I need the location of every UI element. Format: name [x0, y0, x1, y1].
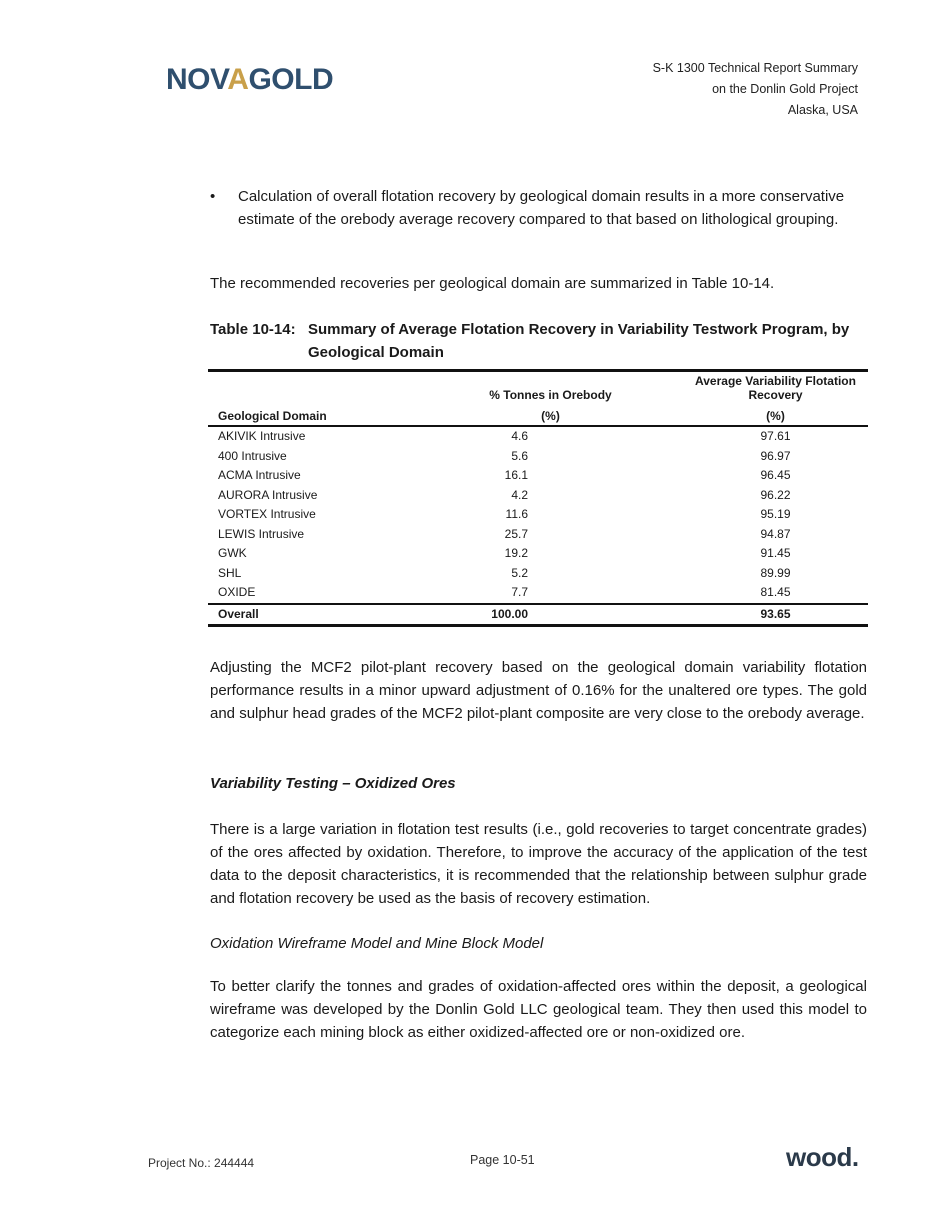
- col-header-recovery-2: (%): [683, 404, 868, 426]
- cell-domain: LEWIS Intrusive: [218, 526, 305, 541]
- table-row: [208, 486, 868, 506]
- col-header-tonnes-2: (%): [418, 404, 683, 426]
- footer-project-number: Project No.: 244444: [148, 1156, 255, 1170]
- cell-tonnes: 19.2: [504, 546, 528, 560]
- table-body: [208, 426, 868, 626]
- table-total-row: [208, 604, 868, 626]
- col-header-domain: Geological Domain: [208, 404, 418, 426]
- cell-tonnes: 4.2: [511, 487, 528, 502]
- cell-recovery: 81.45: [760, 585, 791, 599]
- paragraph-1: Adjusting the MCF2 pilot-plant recovery based on the geological domain variability flotation performance results in a minor upward adjustment of 0.16% for the unaltered ore types. The gold and sulphur head grades of the MCF2 pilot-plant composite are very close to the orebody average.: [210, 659, 867, 722]
- footer-page-number: Page 10-51: [470, 1153, 535, 1167]
- cell-domain: GWK: [218, 546, 247, 560]
- cell-recovery: 96.97: [760, 448, 791, 463]
- table-row: [208, 447, 868, 467]
- cell-domain: ACMA Intrusive: [218, 468, 301, 482]
- table-caption-title: Summary of Average Flotation Recovery in Variability Testwork Program, by Geological Domain: [308, 321, 850, 361]
- table-caption-number: Table 10-14:: [210, 321, 296, 338]
- table-caption: [210, 318, 867, 364]
- header-line-2: on the Donlin Gold Project: [712, 82, 858, 96]
- cell-recovery: 95.19: [760, 507, 791, 521]
- cell-domain: AKIVIK Intrusive: [218, 429, 306, 443]
- col-header-recovery-1: Average Variability Flotation Recovery: [683, 371, 868, 405]
- cell-tonnes: 25.7: [504, 526, 528, 541]
- paragraph-3: To better clarify the tonnes and grades of oxidation-affected ores within the deposit, a geological wireframe was developed by the Donlin Gold LLC geological team. They then used this model to categorize each mining block as either oxidized-affected ore or non-oxidized ore.: [210, 978, 867, 1041]
- bullet-text: Calculation of overall flotation recovery by geological domain results in a more conservative estimate of the orebody average recovery compared to that based on lithological grouping.: [238, 188, 845, 228]
- report-header: [653, 58, 858, 121]
- cell-tonnes: 11.6: [505, 507, 528, 521]
- cell-tonnes: 5.6: [511, 448, 528, 463]
- cell-tonnes: 100.00: [418, 604, 683, 626]
- cell-tonnes: 16.1: [504, 468, 528, 482]
- cell-recovery: 93.65: [683, 604, 868, 626]
- section-heading-oxidized: Variability Testing – Oxidized Ores: [210, 775, 456, 792]
- recovery-table: [208, 369, 868, 627]
- cell-domain: Overall: [208, 604, 418, 626]
- cell-recovery: 96.22: [760, 487, 791, 502]
- cell-recovery: 94.87: [760, 526, 791, 541]
- cell-recovery: 97.61: [760, 429, 791, 443]
- paragraph-2: There is a large variation in flotation test results (i.e., gold recoveries to target concentrate grades) of the ores affected by oxidation. Therefore, to improve the accuracy of the application of the test data to the deposit characteristics, it is recommended that the relationship between sulphur grade and flotation recovery be used as the basis of recovery estimation.: [210, 821, 867, 907]
- table-row: [208, 525, 868, 545]
- table-row: [208, 564, 868, 584]
- cell-domain: 400 Intrusive: [218, 448, 287, 463]
- bullet-icon: •: [210, 188, 216, 205]
- table-row: [208, 544, 868, 564]
- cell-domain: SHL: [218, 565, 242, 580]
- col-header-tonnes-1: % Tonnes in Orebody: [418, 371, 683, 405]
- cell-recovery: 91.45: [760, 546, 791, 560]
- cell-domain: VORTEX Intrusive: [218, 507, 316, 521]
- novagold-logo: NOVAGOLD: [166, 63, 334, 96]
- section-heading-wireframe: Oxidation Wireframe Model and Mine Block Model: [210, 935, 544, 952]
- table-row: [208, 466, 868, 486]
- table-row: [208, 505, 868, 525]
- cell-tonnes: 7.7: [511, 585, 528, 599]
- cell-recovery: 89.99: [760, 565, 791, 580]
- cell-tonnes: 5.2: [511, 565, 528, 580]
- header-line-1: S-K 1300 Technical Report Summary: [652, 61, 858, 75]
- cell-domain: OXIDE: [218, 585, 256, 599]
- bullet-item: [210, 185, 867, 231]
- cell-tonnes: 4.6: [511, 429, 528, 443]
- header-line-3: Alaska, USA: [787, 103, 858, 117]
- wood-logo: wood.: [786, 1142, 859, 1172]
- table-row: [208, 426, 868, 447]
- intro-text: The recommended recoveries per geological domain are summarized in Table 10-14.: [210, 275, 775, 292]
- table-row: [208, 583, 868, 604]
- cell-recovery: 96.45: [760, 468, 791, 482]
- cell-domain: AURORA Intrusive: [218, 487, 318, 502]
